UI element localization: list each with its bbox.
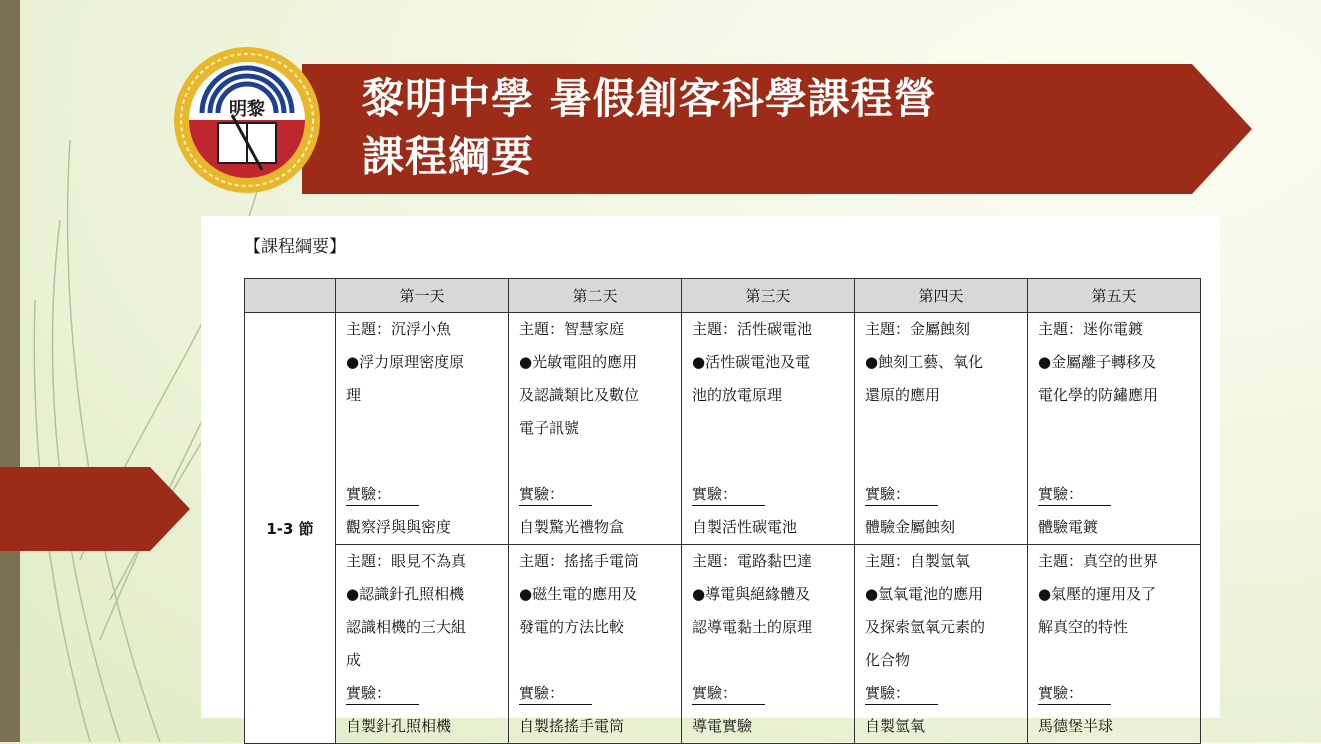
cell-spacer bbox=[1038, 644, 1200, 677]
cell-spacer bbox=[519, 445, 681, 478]
document-heading: 【課程綱要】 bbox=[244, 237, 346, 257]
header-day-1: 第一天 bbox=[336, 279, 509, 313]
header-day-3: 第三天 bbox=[682, 279, 855, 313]
cell-lab-label: 實驗： bbox=[519, 483, 592, 506]
cell-lab-label: 實驗： bbox=[519, 682, 592, 705]
cell-description-line: ●認識針孔照相機 bbox=[346, 585, 465, 603]
cell-spacer bbox=[346, 412, 508, 445]
cell-description-line: 解真空的特性 bbox=[1038, 618, 1129, 636]
course-outline-document bbox=[201, 216, 1220, 735]
schedule-cell bbox=[1028, 545, 1201, 744]
cell-experiment: 自製搖搖手電筒 bbox=[519, 717, 625, 735]
cell-lab-line bbox=[1038, 478, 1200, 511]
page-title-line2: 課程綱要 bbox=[362, 132, 535, 181]
cell-experiment: 導電實驗 bbox=[692, 717, 753, 735]
cell-spacer bbox=[692, 445, 854, 478]
page-title bbox=[362, 70, 937, 186]
logo-text: 明黎 bbox=[229, 99, 265, 120]
cell-lab-line bbox=[519, 677, 681, 710]
cell-lab-line bbox=[865, 677, 1027, 710]
cell-topic: 主題：電路黏巴達 bbox=[692, 552, 813, 570]
cell-lab-line bbox=[1038, 677, 1200, 710]
cell-experiment: 自製活性碳電池 bbox=[692, 518, 798, 536]
cell-lab-label: 實驗： bbox=[1038, 682, 1111, 705]
cell-spacer bbox=[1038, 412, 1200, 445]
cell-topic: 主題：搖搖手電筒 bbox=[519, 552, 640, 570]
cell-description-line: 發電的方法比較 bbox=[519, 618, 625, 636]
header-corner bbox=[245, 279, 336, 313]
cell-topic: 主題：沉浮小魚 bbox=[346, 320, 452, 338]
cell-description-line: 認識相機的三大組 bbox=[346, 618, 467, 636]
cell-topic: 主題：迷你電鍍 bbox=[1038, 320, 1144, 338]
schedule-cell bbox=[682, 313, 855, 545]
cell-lab-label: 實驗： bbox=[865, 483, 938, 506]
schedule-cell bbox=[509, 313, 682, 545]
cell-experiment: 觀察浮與與密度 bbox=[346, 518, 452, 536]
cell-lab-line bbox=[692, 677, 854, 710]
cell-lab-line bbox=[865, 478, 1027, 511]
cell-experiment: 馬德堡半球 bbox=[1038, 717, 1114, 735]
cell-spacer bbox=[519, 644, 681, 677]
cell-lab-label: 實驗： bbox=[346, 483, 419, 506]
cell-description-line: ●氣壓的運用及了 bbox=[1038, 585, 1157, 603]
cell-topic: 主題：活性碳電池 bbox=[692, 320, 813, 338]
cell-experiment: 體驗電鍍 bbox=[1038, 518, 1099, 536]
cell-lab-line bbox=[346, 478, 508, 511]
header-day-4: 第四天 bbox=[855, 279, 1028, 313]
table-row bbox=[245, 545, 1201, 744]
cell-spacer bbox=[865, 412, 1027, 445]
cell-experiment: 自製氫氧 bbox=[865, 717, 926, 735]
cell-lab-label: 實驗： bbox=[865, 682, 938, 705]
cell-lab-line bbox=[519, 478, 681, 511]
cell-description-line: ●磁生電的應用及 bbox=[519, 585, 638, 603]
cell-topic: 主題：真空的世界 bbox=[1038, 552, 1159, 570]
cell-lab-label: 實驗： bbox=[692, 682, 765, 705]
cell-lab-line bbox=[346, 677, 508, 710]
cell-description-line: 還原的應用 bbox=[865, 386, 941, 404]
cell-description-line: ●光敏電阻的應用 bbox=[519, 353, 638, 371]
cell-description-line: ●金屬離子轉移及 bbox=[1038, 353, 1157, 371]
left-arrow-decoration bbox=[0, 467, 190, 551]
cell-lab-line bbox=[692, 478, 854, 511]
cell-lab-label: 實驗： bbox=[692, 483, 765, 506]
cell-description-line: 認導電黏土的原理 bbox=[692, 618, 813, 636]
table-row bbox=[245, 313, 1201, 545]
cell-description-line: 及認識類比及數位 bbox=[519, 386, 640, 404]
session-label: 1-3 節 bbox=[245, 313, 336, 744]
cell-spacer bbox=[692, 644, 854, 677]
table-header-row bbox=[245, 279, 1201, 313]
cell-description-line: ●導電與絕緣體及 bbox=[692, 585, 811, 603]
schedule-cell bbox=[1028, 313, 1201, 545]
cell-topic: 主題：智慧家庭 bbox=[519, 320, 625, 338]
schedule-cell bbox=[855, 545, 1028, 744]
schedule-table bbox=[244, 278, 1201, 744]
cell-spacer bbox=[346, 445, 508, 478]
cell-description-line: 成 bbox=[346, 651, 362, 669]
cell-description-line: 電化學的防鏽應用 bbox=[1038, 386, 1159, 404]
schedule-cell bbox=[682, 545, 855, 744]
schedule-cell bbox=[855, 313, 1028, 545]
cell-spacer bbox=[692, 412, 854, 445]
cell-description-line: ●氫氧電池的應用 bbox=[865, 585, 984, 603]
header-day-2: 第二天 bbox=[509, 279, 682, 313]
cell-description-line: 化合物 bbox=[865, 651, 911, 669]
cell-topic: 主題：眼見不為真 bbox=[346, 552, 467, 570]
cell-lab-label: 實驗： bbox=[346, 682, 419, 705]
schedule-cell bbox=[336, 545, 509, 744]
cell-lab-label: 實驗： bbox=[1038, 483, 1111, 506]
cell-topic: 主題：金屬蝕刻 bbox=[865, 320, 971, 338]
cell-description-line: 電子訊號 bbox=[519, 419, 580, 437]
cell-experiment: 自製驚光禮物盒 bbox=[519, 518, 625, 536]
cell-description-line: ●蝕刻工藝、氧化 bbox=[865, 353, 984, 371]
cell-spacer bbox=[1038, 445, 1200, 478]
school-logo bbox=[172, 45, 322, 195]
page-title-line1: 黎明中學 暑假創客科學課程營 bbox=[362, 74, 937, 123]
cell-experiment: 自製針孔照相機 bbox=[346, 717, 452, 735]
schedule-cell bbox=[509, 545, 682, 744]
cell-description-line: 理 bbox=[346, 386, 362, 404]
cell-description-line: 池的放電原理 bbox=[692, 386, 783, 404]
cell-spacer bbox=[865, 445, 1027, 478]
cell-description-line: 及探索氫氧元素的 bbox=[865, 618, 986, 636]
cell-topic: 主題：自製氫氧 bbox=[865, 552, 971, 570]
schedule-cell bbox=[336, 313, 509, 545]
cell-experiment: 體驗金屬蝕刻 bbox=[865, 518, 956, 536]
header-day-5: 第五天 bbox=[1028, 279, 1201, 313]
cell-description-line: ●活性碳電池及電 bbox=[692, 353, 811, 371]
cell-description-line: ●浮力原理密度原 bbox=[346, 353, 465, 371]
